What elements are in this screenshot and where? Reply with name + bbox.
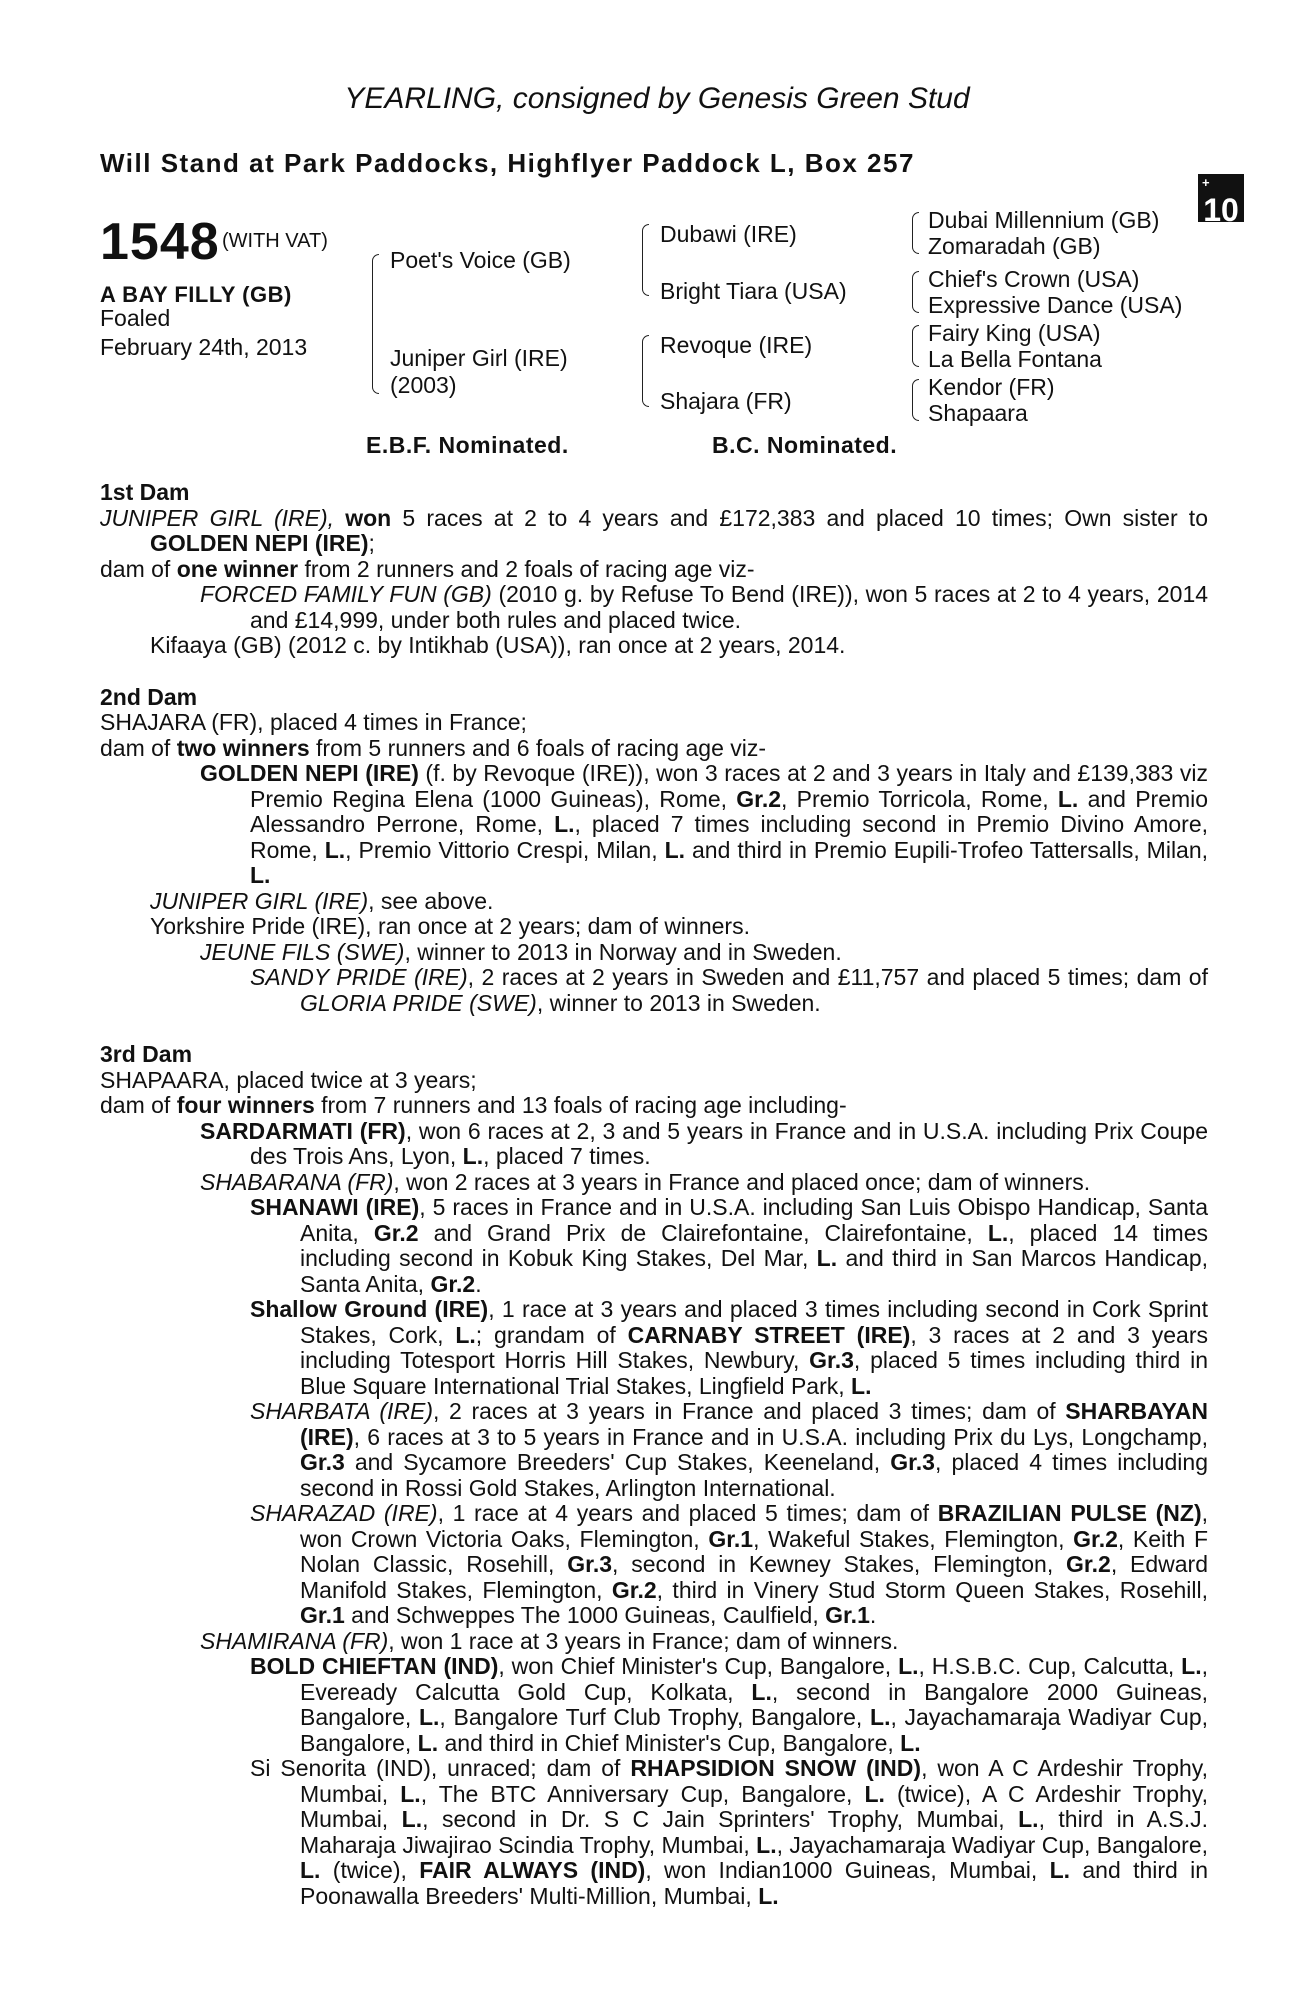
foaled-date: February 24th, 2013 bbox=[100, 334, 308, 360]
catalogue-body bbox=[100, 480, 1208, 1909]
text: and Premio Alessandro Perrone, Rome, bbox=[250, 785, 1209, 837]
grade: L. bbox=[851, 1372, 872, 1399]
horse-name: FORCED FAMILY FUN (GB) bbox=[200, 581, 492, 607]
horse-name: Shallow Ground (IRE) bbox=[250, 1296, 489, 1322]
dam-dam-sire: Kendor (FR) bbox=[928, 374, 1055, 400]
progeny-sandy-pride bbox=[100, 965, 1208, 1016]
grade: L. bbox=[864, 1780, 885, 1807]
progeny-kifaaya: Kifaaya (GB) (2012 c. by Intikhab (USA)), ran once at 2 years, 2014. bbox=[150, 632, 846, 658]
progeny-shamirana bbox=[100, 1629, 1208, 1655]
horse-name: SHABARANA (FR) bbox=[200, 1168, 394, 1195]
text: , Premio Torricola, Rome, bbox=[781, 785, 1049, 812]
grade: L. bbox=[554, 811, 575, 837]
text: and third in San Marcos Handicap, Santa Anita, bbox=[300, 1245, 1208, 1297]
grade: L. bbox=[1181, 1653, 1202, 1679]
winner-count: one winner bbox=[176, 555, 299, 582]
progeny-juniper-girl bbox=[100, 889, 1208, 915]
text: , 3 races at 2 and 3 years including Totesport Horris Hill Stakes, Newbury, bbox=[300, 1321, 1208, 1373]
text: , won A C Ardeshir Trophy, Mumbai, bbox=[300, 1755, 1208, 1807]
horse-name: BRAZILIAN PULSE (NZ) bbox=[937, 1500, 1202, 1526]
text: , Bangalore Turf Club Trophy, Bangalore, bbox=[439, 1704, 863, 1730]
grade: L. bbox=[870, 1704, 891, 1730]
grade: L. bbox=[455, 1321, 476, 1348]
grade: L. bbox=[987, 1219, 1009, 1246]
progeny-yorkshire-pride: Yorkshire Pride (IRE), ran once at 2 years; dam of winners. bbox=[150, 913, 750, 939]
foaled-label: Foaled bbox=[100, 305, 171, 331]
text: , placed 14 times including second in Kobuk King Stakes, Del Mar, bbox=[300, 1219, 1209, 1271]
horse-name: FAIR ALWAYS (IND) bbox=[419, 1857, 646, 1883]
dam-dam-dam: Shapaara bbox=[928, 400, 1028, 426]
badge-number: 10 bbox=[1203, 192, 1239, 228]
text: , placed 5 times including third in Blue Square International Trial Stakes, Lingfield Park, bbox=[300, 1347, 1208, 1399]
pedigree-bracket-sire bbox=[642, 224, 649, 296]
grade: Gr.3 bbox=[890, 1449, 935, 1475]
text: , winner to 2013 in Sweden. bbox=[536, 989, 821, 1016]
sire-dam-dam: Expressive Dance (USA) bbox=[928, 292, 1183, 318]
progeny-golden-nepi bbox=[100, 761, 1208, 889]
grade: L. bbox=[898, 1653, 919, 1679]
grade: L. bbox=[1057, 785, 1079, 812]
progeny-si-senorita bbox=[100, 1756, 1208, 1909]
progeny-forced-family-fun bbox=[100, 582, 1208, 633]
text: , placed 7 times including second in Premio Divino Amore, Rome, bbox=[250, 811, 1208, 863]
text: , 5 races in France and in U.S.A. including San Luis Obispo Handicap, Santa Anita, bbox=[300, 1194, 1208, 1246]
dam-name: JUNIPER GIRL (IRE), bbox=[100, 504, 335, 531]
second-dam-record: SHAJARA (FR), placed 4 times in France; bbox=[100, 709, 527, 735]
text: , 2 races at 2 years in Sweden and £11,757 and placed 5 times; dam of bbox=[467, 964, 1208, 990]
text: , 1 race at 4 years and placed 5 times; dam of bbox=[437, 1500, 930, 1526]
grade: Gr.3 bbox=[567, 1551, 613, 1577]
text: , Premio Vittorio Crespi, Milan, bbox=[345, 836, 658, 863]
grade: Gr.2 bbox=[1066, 1551, 1111, 1577]
pedigree-bracket-3d bbox=[912, 379, 919, 421]
grade: Gr.1 bbox=[825, 1602, 870, 1628]
grade: L. bbox=[417, 1729, 439, 1756]
grade: L. bbox=[401, 1806, 423, 1832]
text: , 1 race at 3 years and placed 3 times including second in Cork Sprint Stakes, Cork, bbox=[300, 1296, 1208, 1348]
dam-sire-dam: La Bella Fontana bbox=[928, 346, 1102, 372]
text: (f. by Revoque (IRE)), won 3 races at 2 and 3 years in Italy and £139,383 viz Premio Regina Elena (1000 Guineas), Rome, bbox=[250, 760, 1209, 812]
text: , Edward Manifold Stakes, Flemington, bbox=[300, 1551, 1208, 1603]
horse-name: A BAY FILLY (GB) bbox=[100, 282, 292, 307]
text: , Jayachamaraja Wadiyar Cup, Bangalore, bbox=[776, 1831, 1209, 1858]
grade: L. bbox=[664, 836, 686, 863]
dam: Juniper Girl (IRE) bbox=[390, 345, 568, 371]
horse-name: CARNABY STREET (IRE) bbox=[627, 1321, 911, 1348]
text: , won 1 race at 3 years in France; dam of winners. bbox=[388, 1627, 899, 1654]
text: and Grand Prix de Clairefontaine, Clairefontaine, bbox=[433, 1219, 973, 1246]
text: and third in Poonawalla Breeders' Multi-Million, Mumbai, bbox=[300, 1857, 1209, 1909]
grade: Gr.2 bbox=[611, 1576, 657, 1603]
winner-count: two winners bbox=[176, 734, 310, 761]
text: , won Crown Victoria Oaks, Flemington, bbox=[300, 1500, 1209, 1552]
punct: ; bbox=[368, 530, 375, 556]
foaled-info bbox=[100, 304, 307, 362]
progeny-shallow-ground bbox=[100, 1297, 1208, 1399]
dam-year: (2003) bbox=[390, 372, 457, 398]
first-dam-heading: 1st Dam bbox=[100, 479, 190, 505]
horse-name: SHARAZAD (IRE) bbox=[250, 1500, 438, 1526]
grade: Gr.3 bbox=[809, 1347, 854, 1373]
grade: Gr.2 bbox=[430, 1270, 476, 1297]
dam-text: 5 races at 2 to 4 years and £172,383 and placed 10 times; Own sister to bbox=[402, 504, 1208, 531]
text: dam of bbox=[100, 1092, 171, 1118]
text: . bbox=[869, 1602, 877, 1628]
sire-sire-dam: Zomaradah (GB) bbox=[928, 233, 1101, 259]
text: , placed 7 times. bbox=[483, 1143, 651, 1169]
pedigree-bracket-gen1 bbox=[372, 254, 379, 394]
progeny-sardarmati bbox=[100, 1119, 1208, 1170]
text: , second in Dr. S C Jain Sprinters' Trophy, Mumbai, bbox=[422, 1806, 1005, 1832]
sire-dam-sire: Chief's Crown (USA) bbox=[928, 266, 1140, 292]
first-dam-produce bbox=[100, 557, 1208, 583]
winner-count: four winners bbox=[176, 1092, 315, 1118]
sister-name: GOLDEN NEPI (IRE) bbox=[150, 530, 369, 556]
dam-sire: Revoque (IRE) bbox=[660, 332, 813, 358]
badge-plus: + bbox=[1202, 175, 1210, 190]
ebf-nomination: E.B.F. Nominated. bbox=[366, 432, 569, 458]
horse-name: JEUNE FILS (SWE) bbox=[200, 938, 405, 965]
grade: L. bbox=[250, 862, 271, 888]
text: , Wakeful Stakes, Flemington, bbox=[753, 1525, 1065, 1552]
text: , Keith F Nolan Classic, Rosehill, bbox=[300, 1525, 1209, 1577]
text: and third in Premio Eupili-Trofeo Tattersalls, Milan, bbox=[692, 836, 1209, 863]
text: and Schweppes The 1000 Guineas, Caulfield, bbox=[351, 1602, 819, 1628]
third-dam-produce bbox=[100, 1093, 1208, 1119]
text: Si Senorita (IND), unraced; dam of bbox=[250, 1755, 621, 1781]
grade: L. bbox=[418, 1704, 440, 1730]
stand-location: Will Stand at Park Paddocks, Highflyer Paddock L, Box 257 bbox=[100, 148, 915, 178]
progeny-sharbata bbox=[100, 1399, 1208, 1501]
grade: Gr.1 bbox=[708, 1525, 754, 1552]
text: , second in Kewney Stakes, Flemington, bbox=[612, 1551, 1054, 1577]
horse-name: SHARBAYAN (IRE) bbox=[300, 1398, 1209, 1450]
grade: L. bbox=[300, 1857, 321, 1883]
text: and third in Chief Minister's Cup, Bangalore, bbox=[444, 1729, 894, 1756]
second-dam-heading: 2nd Dam bbox=[100, 683, 198, 710]
text: , third in A.S.J. Maharaja Jiwajirao Scindia Trophy, Mumbai, bbox=[300, 1806, 1209, 1858]
grade: Gr.2 bbox=[1073, 1525, 1118, 1552]
dam-dam: Shajara (FR) bbox=[660, 388, 792, 414]
dam-sire-sire: Fairy King (USA) bbox=[928, 320, 1101, 346]
progeny-sharazad bbox=[100, 1501, 1208, 1629]
text: dam of bbox=[100, 555, 171, 582]
horse-name: SARDARMATI (FR) bbox=[200, 1117, 406, 1144]
grade: L. bbox=[756, 1831, 777, 1858]
horse-name: GOLDEN NEPI (IRE) bbox=[200, 760, 419, 786]
text: , won 6 races at 2, 3 and 5 years in France and in U.S.A. including Prix Coupe des Trois Ans, Lyon, bbox=[250, 1117, 1208, 1169]
won-label: won bbox=[345, 504, 392, 531]
grade: L. bbox=[900, 1729, 921, 1756]
text: , winner to 2013 in Norway and in Sweden. bbox=[404, 938, 842, 965]
text: , 2 races at 3 years in France and placed 3 times; dam of bbox=[433, 1398, 1056, 1424]
text: , third in Vinery Stud Storm Queen Stakes, Rosehill, bbox=[656, 1576, 1208, 1603]
text: (twice), A C Ardeshir Trophy, Mumbai, bbox=[300, 1780, 1208, 1832]
bc-nomination: B.C. Nominated. bbox=[712, 432, 898, 458]
page-title: YEARLING, consigned by Genesis Green Stud bbox=[344, 82, 970, 115]
text: , Eveready Calcutta Gold Cup, Kolkata, bbox=[300, 1653, 1209, 1705]
sire-sire: Dubawi (IRE) bbox=[660, 221, 797, 247]
lot-badge bbox=[1198, 174, 1244, 228]
pedigree-bracket-3a bbox=[912, 212, 919, 254]
sire: Poet's Voice (GB) bbox=[390, 247, 571, 273]
pedigree-bracket-3c bbox=[912, 325, 919, 367]
grade: Gr.3 bbox=[300, 1449, 345, 1475]
lot-number: 1548 bbox=[100, 213, 220, 271]
horse-name: GLORIA PRIDE (SWE) bbox=[300, 989, 537, 1016]
second-dam-produce bbox=[100, 736, 1208, 762]
sire-sire-sire: Dubai Millennium (GB) bbox=[928, 207, 1160, 233]
text: (twice), bbox=[332, 1857, 407, 1883]
text: from 7 runners and 13 foals of racing age including- bbox=[321, 1092, 847, 1118]
text: , Jayachamaraja Wadiyar Cup, Bangalore, bbox=[300, 1704, 1208, 1756]
text: , won 2 races at 3 years in France and placed once; dam of winners. bbox=[393, 1168, 1091, 1195]
sire-dam: Bright Tiara (USA) bbox=[660, 278, 847, 304]
horse-name: SHANAWI (IRE) bbox=[250, 1194, 420, 1220]
third-dam-heading: 3rd Dam bbox=[100, 1041, 193, 1067]
grade: L. bbox=[400, 1780, 421, 1807]
grade: L. bbox=[816, 1245, 838, 1271]
text: . bbox=[475, 1270, 482, 1297]
text: , H.S.B.C. Cup, Calcutta, bbox=[918, 1653, 1175, 1679]
grade: L. bbox=[1018, 1806, 1039, 1832]
progeny-shabarana bbox=[100, 1170, 1208, 1196]
text: , The BTC Anniversary Cup, Bangalore, bbox=[420, 1780, 853, 1807]
first-dam-record bbox=[100, 506, 1208, 557]
grade: L. bbox=[751, 1678, 772, 1705]
spacer bbox=[100, 1016, 1208, 1042]
grade: Gr.2 bbox=[736, 785, 782, 812]
horse-name: JUNIPER GIRL (IRE) bbox=[150, 887, 369, 914]
text: dam of bbox=[100, 734, 171, 761]
text: , won Chief Minister's Cup, Bangalore, bbox=[498, 1653, 892, 1679]
text: , won Indian1000 Guineas, Mumbai, bbox=[645, 1857, 1038, 1883]
horse-name: SHARBATA (IRE) bbox=[250, 1398, 434, 1424]
text: from 2 runners and 2 foals of racing age viz- bbox=[304, 555, 755, 582]
grade: Gr.2 bbox=[373, 1219, 419, 1246]
text: (2010 g. by Refuse To Bend (IRE)), won 5 races at 2 to 4 years, 2014 and £14,999, under both rules and placed twice. bbox=[250, 581, 1209, 633]
progeny-bold-chieftan bbox=[100, 1654, 1208, 1756]
grade: L. bbox=[324, 836, 346, 863]
third-dam-record: SHAPAARA, placed twice at 3 years; bbox=[100, 1066, 477, 1093]
text: ; grandam of bbox=[475, 1321, 616, 1348]
text: from 5 runners and 6 foals of racing age viz- bbox=[316, 734, 767, 761]
grade: L. bbox=[1049, 1857, 1071, 1883]
text: , see above. bbox=[368, 887, 494, 914]
text: , second in Bangalore 2000 Guineas, Bangalore, bbox=[300, 1678, 1209, 1730]
grade: L. bbox=[758, 1882, 779, 1909]
pedigree-bracket-3b bbox=[912, 271, 919, 313]
grade: Gr.1 bbox=[300, 1602, 345, 1628]
spacer bbox=[100, 659, 1208, 685]
grade: L. bbox=[462, 1143, 484, 1169]
text: , 6 races at 3 to 5 years in France and in U.S.A. including Prix du Lys, Longchamp, bbox=[353, 1423, 1208, 1450]
progeny-jeune-fils bbox=[100, 940, 1208, 966]
horse-name: SHAMIRANA (FR) bbox=[200, 1627, 389, 1654]
horse-name: RHAPSIDION SNOW (IND) bbox=[630, 1755, 922, 1781]
text: , placed 4 times including second in Rossi Gold Stakes, Arlington International. bbox=[300, 1449, 1208, 1501]
progeny-shanawi bbox=[100, 1195, 1208, 1297]
text: and Sycamore Breeders' Cup Stakes, Keeneland, bbox=[354, 1449, 881, 1475]
pedigree-bracket-dam bbox=[642, 335, 649, 407]
horse-name: BOLD CHIEFTAN (IND) bbox=[250, 1653, 499, 1679]
vat-note: (WITH VAT) bbox=[222, 230, 328, 252]
horse-name: SANDY PRIDE (IRE) bbox=[250, 964, 468, 990]
